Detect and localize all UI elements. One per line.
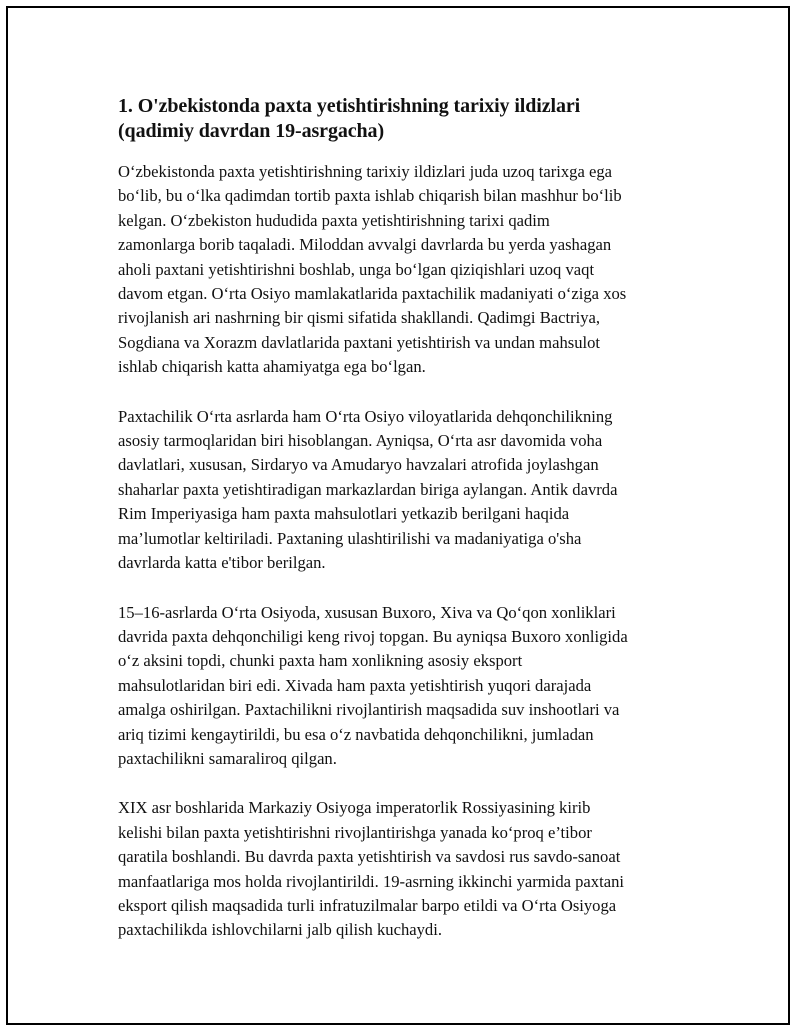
document-content xyxy=(118,94,690,943)
paragraph-line: ishlab chiqarish katta ahamiyatga ega bo‘lgan. xyxy=(118,357,426,377)
paragraph-line: rivojlanish ari nashrning bir qismi sifatida shakllandi. Qadimgi Bactriya, xyxy=(118,308,601,328)
paragraph-line: qaratila boshlandi. Bu davrda paxta yetishtirish va savdosi rus savdo-sanoat xyxy=(118,847,621,867)
paragraph xyxy=(118,405,690,576)
title-line: 1. O'zbekistonda paxta yetishtirishning tarixiy ildizlari xyxy=(118,95,581,117)
paragraph-line: o‘z aksini topdi, chunki paxta ham xonlikning asosiy eksport xyxy=(118,651,523,671)
paragraph-line: O‘zbekistonda paxta yetishtirishning tarixiy ildizlari juda uzoq tarixga ega xyxy=(118,162,612,181)
paragraph-line: ariq tizimi kengaytirildi, bu esa o‘z navbatida dehqonchilikni, jumladan xyxy=(118,724,594,744)
paragraph-line: manfaatlariga mos holda rivojlantirildi. 19-asrning ikkinchi yarmida paxtani xyxy=(118,871,624,891)
paragraph-line: paxtachilikda ishlovchilarni jalb qilish kuchaydi. xyxy=(118,920,442,940)
paragraph-line: asosiy tarmoqlaridan biri hisoblangan. Ayniqsa, O‘rta asr davomida voha xyxy=(118,431,603,451)
paragraph xyxy=(118,796,690,942)
paragraph-line: shaharlar paxta yetishtiradigan markazlardan biriga aylangan. Antik davrda xyxy=(118,479,618,499)
document-title xyxy=(118,94,690,144)
paragraph-line: davom etgan. O‘rta Osiyo mamlakatlarida paxtachilik madaniyati o‘ziga xos xyxy=(118,284,627,304)
paragraph-line: Paxtachilik O‘rta asrlarda ham O‘rta Osiyo viloyatlarida dehqonchilikning xyxy=(118,406,613,426)
paragraph-line: eksport qilish maqsadida turli infratuzilmalar barpo etildi va O‘rta Osiyoga xyxy=(118,895,617,915)
paragraph-line: ma’lumotlar keltiriladi. Paxtaning ulashtirilishi va madaniyatiga o'sha xyxy=(118,528,582,548)
paragraph xyxy=(118,160,690,380)
title-line: (qadimiy davrdan 19-asrgacha) xyxy=(118,120,385,142)
paragraph-line: zamonlarga borib taqaladi. Miloddan avvalgi davrlarda bu yerda yashagan xyxy=(118,235,612,255)
paragraph-line: kelishi bilan paxta yetishtirishni rivojlantirishga yanada ko‘proq e’tibor xyxy=(118,822,592,842)
paragraph xyxy=(118,601,690,772)
paragraph-line: 15–16-asrlarda O‘rta Osiyoda, xususan Buxoro, Xiva va Qo‘qon xonliklari xyxy=(118,602,616,622)
paragraph-line: paxtachilikni samaraliroq qilgan. xyxy=(118,748,337,768)
paragraph-line: kelgan. O‘zbekiston hududida paxta yetishtirishning tarixi qadim xyxy=(118,210,550,230)
paragraph-line: davrida paxta dehqonchiligi keng rivoj topgan. Bu ayniqsa Buxoro xonligida xyxy=(118,626,628,646)
paragraph-line: aholi paxtani yetishtirishni boshlab, unga bo‘lgan qiziqishlari uzoq vaqt xyxy=(118,259,595,279)
paragraph-line: Rim Imperiyasiga ham paxta mahsulotlari yetkazib berilgani haqida xyxy=(118,504,570,524)
paragraph-line: amalga oshirilgan. Paxtachilikni rivojlantirish maqsadida suv inshootlari va xyxy=(118,700,620,720)
paragraph-line: bo‘lib, bu o‘lka qadimdan tortib paxta ishlab chiqarish bilan mashhur bo‘lib xyxy=(118,186,622,206)
paragraph-line: davrlarda katta e'tibor berilgan. xyxy=(118,553,326,573)
paragraph-line: XIX asr boshlarida Markaziy Osiyoga imperatorlik Rossiyasining kirib xyxy=(118,798,591,818)
paragraph-line: mahsulotlaridan biri edi. Xivada ham paxta yetishtirish yuqori darajada xyxy=(118,675,592,695)
document-body xyxy=(118,160,690,943)
paragraph-line: Sogdiana va Xorazm davlatlarida paxtani yetishtirish va undan mahsulot xyxy=(118,332,601,352)
paragraph-line: davlatlari, xususan, Sirdaryo va Amudaryo havzalari atrofida joylashgan xyxy=(118,455,599,475)
